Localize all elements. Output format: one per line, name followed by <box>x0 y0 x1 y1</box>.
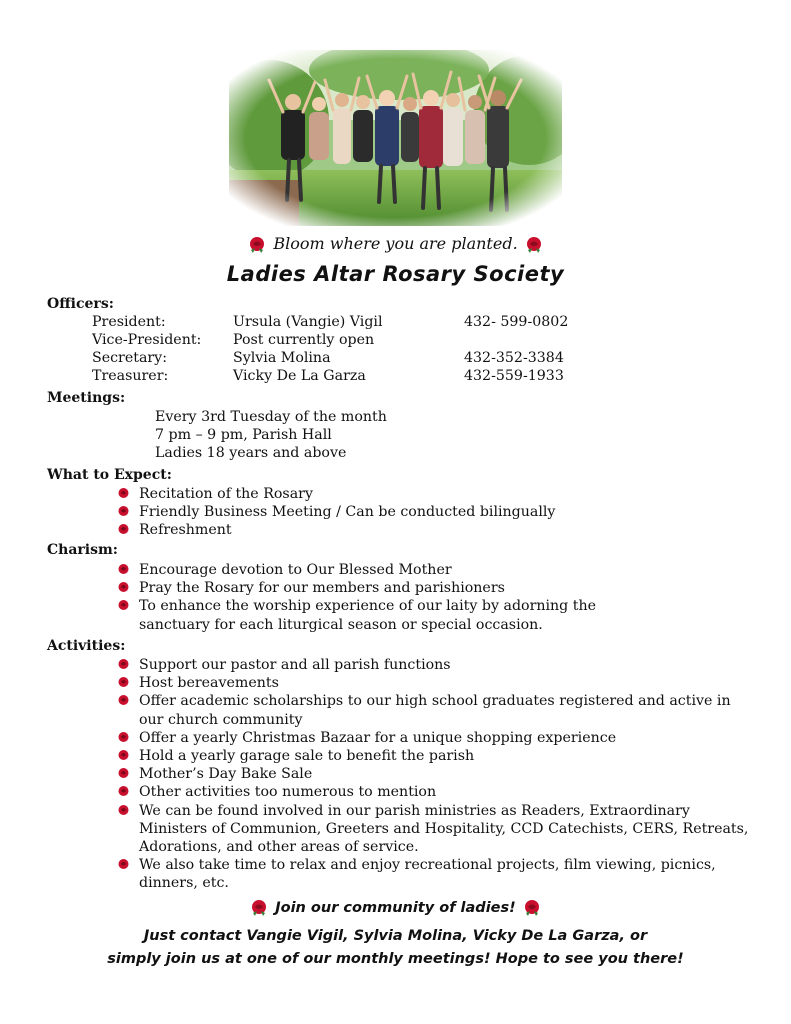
tagline <box>0 234 791 255</box>
list-item: Other activities too numerous to mention <box>117 783 757 801</box>
list-item: Pray the Rosary for our members and parishioners <box>117 579 637 597</box>
officer-role: President: <box>92 314 166 330</box>
meetings-heading: Meetings: <box>47 390 126 406</box>
rose-icon <box>117 676 130 689</box>
rose-icon <box>117 804 130 817</box>
rose-icon <box>117 599 130 612</box>
rose-icon <box>524 235 544 255</box>
officer-row <box>92 368 612 387</box>
officer-phone: 432-352-3384 <box>464 350 564 366</box>
footer-invite <box>0 898 791 918</box>
rose-icon <box>117 581 130 594</box>
officer-row <box>92 332 612 351</box>
group-photo <box>229 50 562 226</box>
rose-icon <box>117 505 130 518</box>
page-title: Ladies Altar Rosary Society <box>226 262 565 286</box>
footer-line-3: simply join us at one of our monthly meetings! Hope to see you there! <box>107 951 684 967</box>
meeting-line: Ladies 18 years and above <box>155 445 347 461</box>
officer-phone: 432- 599-0802 <box>464 314 569 330</box>
rose-icon <box>117 858 130 871</box>
officers-heading: Officers: <box>47 296 114 312</box>
officer-row <box>92 350 612 369</box>
expect-list <box>117 485 757 540</box>
charism-list <box>117 561 637 634</box>
list-item: Support our pastor and all parish functions <box>117 656 757 674</box>
expect-heading: What to Expect: <box>47 467 172 483</box>
rose-icon <box>117 767 130 780</box>
list-item: Offer academic scholarships to our high school graduates registered and active in our church community <box>117 692 757 728</box>
charism-heading: Charism: <box>47 542 118 558</box>
rose-icon <box>117 523 130 536</box>
list-item: We also take time to relax and enjoy recreational projects, film viewing, picnics, dinners, etc. <box>117 856 757 892</box>
list-item: Mother’s Day Bake Sale <box>117 765 757 783</box>
footer-line-1: Join our community of ladies! <box>275 900 516 916</box>
rose-icon <box>117 731 130 744</box>
rose-icon <box>247 235 267 255</box>
officer-name: Ursula (Vangie) Vigil <box>233 314 383 330</box>
footer-line-2: Just contact Vangie Vigil, Sylvia Molina, Vicky De La Garza, or <box>143 928 648 944</box>
list-item: Encourage devotion to Our Blessed Mother <box>117 561 637 579</box>
officer-role: Vice-President: <box>92 332 202 348</box>
rose-icon <box>117 487 130 500</box>
list-item: Recitation of the Rosary <box>117 485 757 503</box>
rose-icon <box>522 898 542 918</box>
list-item: Refreshment <box>117 521 757 539</box>
officer-name: Post currently open <box>233 332 375 348</box>
officer-phone: 432-559-1933 <box>464 368 564 384</box>
officer-row <box>92 314 612 333</box>
list-item: Hold a yearly garage sale to benefit the parish <box>117 747 757 765</box>
rose-icon <box>117 749 130 762</box>
rose-icon <box>249 898 269 918</box>
list-item: We can be found involved in our parish ministries as Readers, Extraordinary Ministers of Communion, Greeters and Hospitality, CCD Catechists, CERS, Retreats, Adorations, and other areas of service. <box>117 802 757 857</box>
rose-icon <box>117 563 130 576</box>
tagline-text: Bloom where you are planted. <box>273 234 518 253</box>
activities-list <box>117 656 757 893</box>
meeting-line: 7 pm – 9 pm, Parish Hall <box>155 427 332 443</box>
officer-role: Secretary: <box>92 350 167 366</box>
meeting-line: Every 3rd Tuesday of the month <box>155 409 387 425</box>
officer-role: Treasurer: <box>92 368 169 384</box>
officer-name: Vicky De La Garza <box>233 368 366 384</box>
officer-name: Sylvia Molina <box>233 350 331 366</box>
rose-icon <box>117 658 130 671</box>
list-item: To enhance the worship experience of our laity by adorning the sanctuary for each liturgical season or special occasion. <box>117 597 637 633</box>
list-item: Host bereavements <box>117 674 757 692</box>
list-item: Offer a yearly Christmas Bazaar for a unique shopping experience <box>117 729 757 747</box>
activities-heading: Activities: <box>47 638 126 654</box>
rose-icon <box>117 694 130 707</box>
list-item: Friendly Business Meeting / Can be conducted bilingually <box>117 503 757 521</box>
rose-icon <box>117 785 130 798</box>
